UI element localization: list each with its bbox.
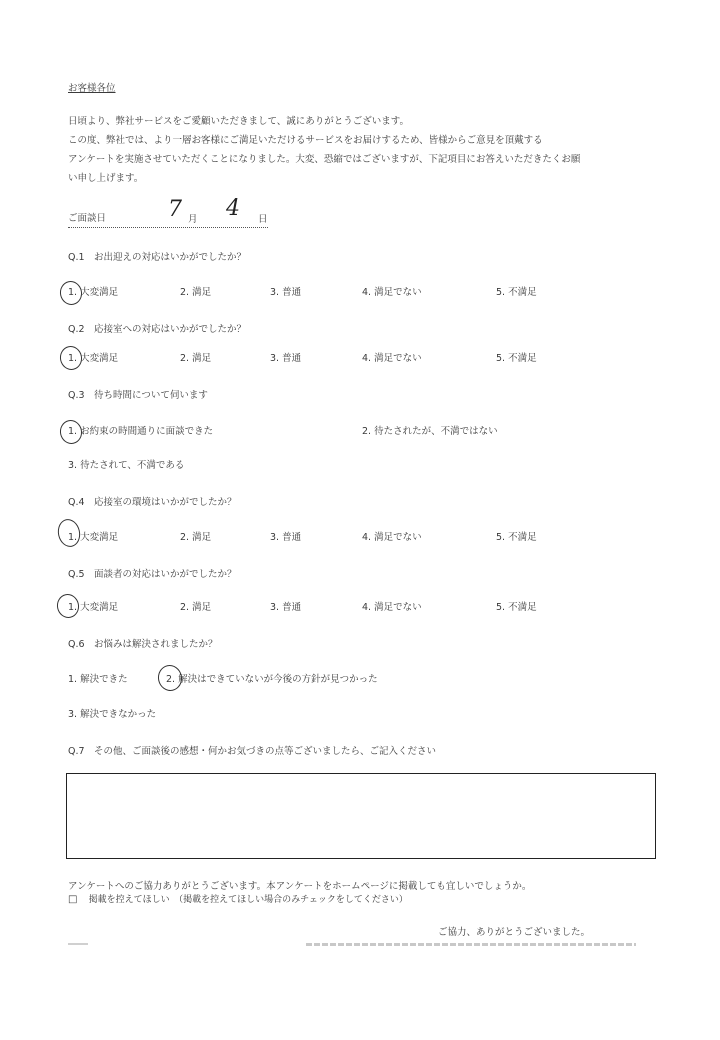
q2-option-3[interactable]: 3. 普通 [270, 353, 302, 364]
q5-option-3[interactable]: 3. 普通 [270, 602, 302, 613]
consent-question: アンケートへのご協力ありがとうございます。本アンケートをホームページに掲載しても宜しいでしょうか。 [68, 881, 532, 892]
date-month-handwritten[interactable]: 7 [168, 197, 182, 222]
intro-line: この度、弊社では、より一層お客様にご満足いただけるサービスをお届けするため、皆様からご意見を頂戴する [68, 135, 543, 146]
q1-option-4[interactable]: 4. 満足でない [362, 287, 422, 298]
faint-company-line [306, 943, 636, 946]
q5-option-1[interactable]: 1. 大変満足 [68, 602, 119, 613]
q3-option-1[interactable]: 1. お約束の時間通りに面談できた [68, 426, 214, 437]
q3-option-3[interactable]: 3. 待たされて、不満である [68, 460, 185, 471]
q6-option-2[interactable]: 2. 解決はできていないが今後の方針が見つかった [166, 674, 378, 685]
addressee-heading: お客様各位 [68, 83, 116, 94]
date-label: ご面談日 [68, 213, 107, 224]
intro-line: い申し上げます。 [68, 173, 144, 184]
q1-option-2[interactable]: 2. 満足 [180, 287, 212, 298]
q1-option-5[interactable]: 5. 不満足 [496, 287, 537, 298]
faint-form-code [68, 943, 88, 945]
checkbox-label: 掲載を控えてほしい （掲載を控えてほしい場合のみチェックをしてください） [88, 895, 408, 905]
q5-option-5[interactable]: 5. 不満足 [496, 602, 537, 613]
question-1-label: Q.1 お出迎えの対応はいかがでしたか？ [68, 252, 247, 263]
question-5-label: Q.5 面談者の対応はいかがでしたか？ [68, 569, 237, 580]
q6-option-1[interactable]: 1. 解決できた [68, 674, 128, 685]
date-month-unit: 月 [188, 214, 198, 225]
date-day-handwritten[interactable]: 4 [226, 196, 240, 221]
q2-option-2[interactable]: 2. 満足 [180, 353, 212, 364]
date-day-unit: 日 [258, 214, 268, 225]
q4-option-4[interactable]: 4. 満足でない [362, 532, 422, 543]
thanks-message: ご協力、ありがとうございました。 [438, 927, 591, 938]
question-2-label: Q.2 応接室への対応はいかがでしたか？ [68, 324, 247, 335]
no-publish-checkbox[interactable] [68, 892, 408, 905]
q5-option-4[interactable]: 4. 満足でない [362, 602, 422, 613]
intro-line: 日頃より、弊社サービスをご愛顧いただきまして、誠にありがとうございます。 [68, 116, 410, 127]
checkbox-mark[interactable]: □ [68, 894, 78, 905]
q2-option-5[interactable]: 5. 不満足 [496, 353, 537, 364]
q5-option-2[interactable]: 2. 満足 [180, 602, 212, 613]
question-7-label: Q.7 その他、ご面談後の感想・何かお気づきの点等ございましたら、ご記入ください [68, 746, 437, 757]
q2-option-4[interactable]: 4. 満足でない [362, 353, 422, 364]
comment-textarea[interactable] [66, 773, 656, 859]
q4-option-1[interactable]: 1. 大変満足 [68, 532, 119, 543]
question-6-label: Q.6 お悩みは解決されましたか？ [68, 639, 218, 650]
q6-option-3[interactable]: 3. 解決できなかった [68, 709, 157, 720]
q4-option-5[interactable]: 5. 不満足 [496, 532, 537, 543]
question-4-label: Q.4 応接室の環境はいかがでしたか？ [68, 497, 237, 508]
q3-option-2[interactable]: 2. 待たされたが、不満ではない [362, 426, 498, 437]
intro-line: アンケートを実施させていただくことになりました。大変、恐縮ではございますが、下記項目にお答えいただきたくお願 [68, 154, 581, 165]
q1-option-3[interactable]: 3. 普通 [270, 287, 302, 298]
question-3-label: Q.3 待ち時間について伺います [68, 390, 208, 401]
q1-option-1[interactable]: 1. 大変満足 [68, 287, 119, 298]
q4-option-2[interactable]: 2. 満足 [180, 532, 212, 543]
q2-option-1[interactable]: 1. 大変満足 [68, 353, 119, 364]
q4-option-3[interactable]: 3. 普通 [270, 532, 302, 543]
